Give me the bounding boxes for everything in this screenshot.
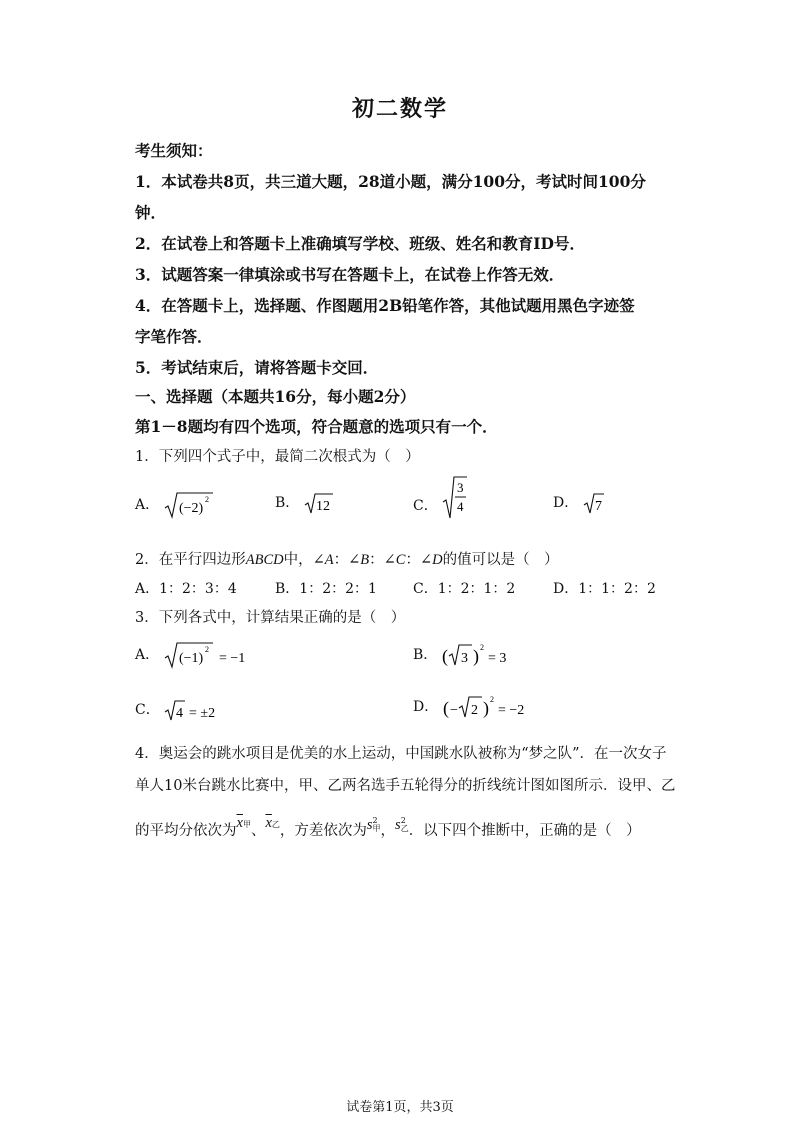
q4-line-3-a: 的平均分依次为	[135, 823, 237, 839]
radical-icon	[443, 692, 543, 722]
q3-stem: 3．下列各式中，计算结果正确的是（ ）	[135, 610, 406, 626]
q4-line-3-c: ．以下四个推断中，正确的是（ ）	[408, 823, 641, 839]
radical-icon	[304, 490, 334, 516]
svg-text:(: (	[442, 698, 449, 718]
q2-angle-d: D	[432, 552, 443, 568]
q3-label-a: A．	[135, 647, 160, 663]
q4-line-2: 单人10米台跳水比赛中，甲、乙两名选手五轮得分的折线统计图如图所示．设甲、乙	[135, 778, 676, 794]
section-subheading: 第1－8题均有四个选项，符合题意的选项只有一个．	[135, 417, 498, 436]
svg-text:): )	[482, 698, 489, 718]
q1-option-d	[553, 490, 605, 516]
q3-d-radicand: 2	[470, 703, 478, 718]
q4-line-3-b: ，方差依次为	[279, 823, 367, 839]
q2-abcd: ABCD	[245, 552, 284, 568]
notice-item-3: 3．试题答案一律填涂或书写在答题卡上，在试卷上作答无效．	[135, 265, 565, 284]
q2-option-d: D．1：1：2：2	[553, 581, 656, 597]
notice-item-5: 5．考试结束后，请将答题卡交回．	[135, 358, 379, 377]
q2-option-b: B．1：2：2：1	[275, 581, 377, 597]
radical-icon	[442, 474, 468, 520]
q3-label-d: D．	[413, 699, 439, 715]
s-symbol: s	[366, 817, 373, 833]
q3-b-result: = 3	[487, 651, 507, 666]
q1-c-denominator: 4	[457, 499, 464, 514]
superscript-2: 2	[400, 816, 406, 825]
q3-c-result: = ±2	[189, 706, 216, 721]
svg-text:): )	[472, 646, 479, 666]
q1-a-exponent: 2	[204, 495, 209, 504]
q3-label-c: C．	[135, 702, 160, 718]
subscript-yi: 乙	[400, 824, 409, 833]
q2-option-a: A．1：2：3：4	[135, 581, 237, 597]
notice-item-4-cont: 字笔作答．	[135, 327, 213, 346]
xbar-symbol: $\overline{x}$	[265, 815, 272, 831]
q3-b-radicand: 3	[460, 651, 468, 666]
q2-angle-c: C	[395, 552, 406, 568]
q4-line-3	[135, 815, 641, 846]
q2-angle-sep: ：∠	[405, 552, 433, 568]
q1-a-radicand: (−2)	[178, 501, 203, 516]
q1-label-b: B．	[275, 495, 300, 511]
page-footer: 试卷第1页，共3页	[346, 1100, 454, 1115]
radical-icon	[583, 490, 605, 516]
q2-option-c: C．1：2：1：2	[413, 581, 516, 597]
superscript-2: 2	[372, 816, 378, 825]
q3-d-result: = −2	[497, 703, 524, 718]
mean-jia	[237, 810, 251, 838]
q3-a-result: = −1	[218, 651, 245, 666]
radical-icon	[442, 640, 532, 670]
section-heading: 一、选择题（本题共16分，每小题2分）	[135, 387, 416, 406]
q3-option-d	[413, 692, 543, 722]
q3-a-radicand: (−1)	[178, 651, 203, 666]
q1-label-a: A．	[135, 497, 160, 513]
notice-item-4: 4．在答题卡上，选择题、作图题用2B铅笔作答，其他试题用黑色字迹签	[135, 296, 635, 315]
radical-icon	[164, 697, 234, 723]
q1-b-radicand: 12	[315, 499, 330, 514]
radical-icon	[164, 640, 264, 670]
notice-item-2: 2．在试卷上和答题卡上准确填写学校、班级、姓名和教育ID号．	[135, 234, 585, 253]
q2-angle-sep: ：∠	[333, 552, 361, 568]
q1-option-a	[135, 490, 214, 520]
variance-jia	[367, 812, 381, 838]
q3-option-a	[135, 640, 264, 670]
subscript-jia: 甲	[372, 824, 381, 833]
q3-c-radicand: 4	[176, 706, 184, 721]
s-symbol: s	[395, 817, 401, 833]
q3-d-minus: −	[449, 703, 458, 718]
q4-separator: 、	[250, 823, 266, 839]
xbar-symbol: $\overline{x}$	[236, 815, 243, 831]
q3-d-exponent: 2	[489, 695, 494, 704]
radical-icon	[164, 490, 214, 520]
notice-heading: 考生须知：	[135, 141, 213, 160]
q2-angle-b: B	[360, 552, 370, 568]
q2-stem-pre: 2．在平行四边形	[135, 552, 246, 568]
q3-b-exponent: 2	[479, 643, 484, 652]
q1-label-d: D．	[553, 495, 579, 511]
svg-text:(: (	[441, 646, 448, 666]
q2-angle-sep: ：∠	[369, 552, 396, 568]
q2-angle-a: A	[324, 552, 334, 568]
q3-option-b	[413, 640, 532, 670]
notice-item-1: 1．本试卷共8页，共三道大题，28道小题，满分100分，考试时间100分	[135, 172, 646, 191]
q4-line-1: 4．奥运会的跳水项目是优美的水上运动，中国跳水队被称为“梦之队”．在一次女子	[135, 746, 667, 762]
q1-c-numerator: 3	[457, 480, 464, 495]
q1-option-b	[275, 490, 334, 516]
variance-yi	[395, 812, 409, 838]
mean-yi	[265, 810, 279, 838]
q2-angle-sep: 中，∠	[283, 552, 325, 568]
q4-comma: ，	[380, 823, 396, 839]
page-title: 初二数学	[351, 96, 448, 122]
q2-stem	[135, 548, 559, 569]
q3-a-exponent: 2	[204, 645, 209, 654]
q2-stem-post: 的值可以是（ ）	[442, 552, 559, 568]
subscript-yi: 乙	[271, 820, 280, 829]
q1-label-c: C．	[413, 498, 438, 514]
q1-stem: 1．下列四个式子中，最简二次根式为（ ）	[135, 449, 420, 465]
q1-d-radicand: 7	[594, 499, 602, 514]
q1-option-c	[413, 474, 468, 520]
subscript-jia: 甲	[242, 820, 251, 829]
q3-label-b: B．	[413, 647, 438, 663]
q3-option-c	[135, 697, 234, 723]
notice-item-1-cont: 钟．	[135, 203, 167, 222]
